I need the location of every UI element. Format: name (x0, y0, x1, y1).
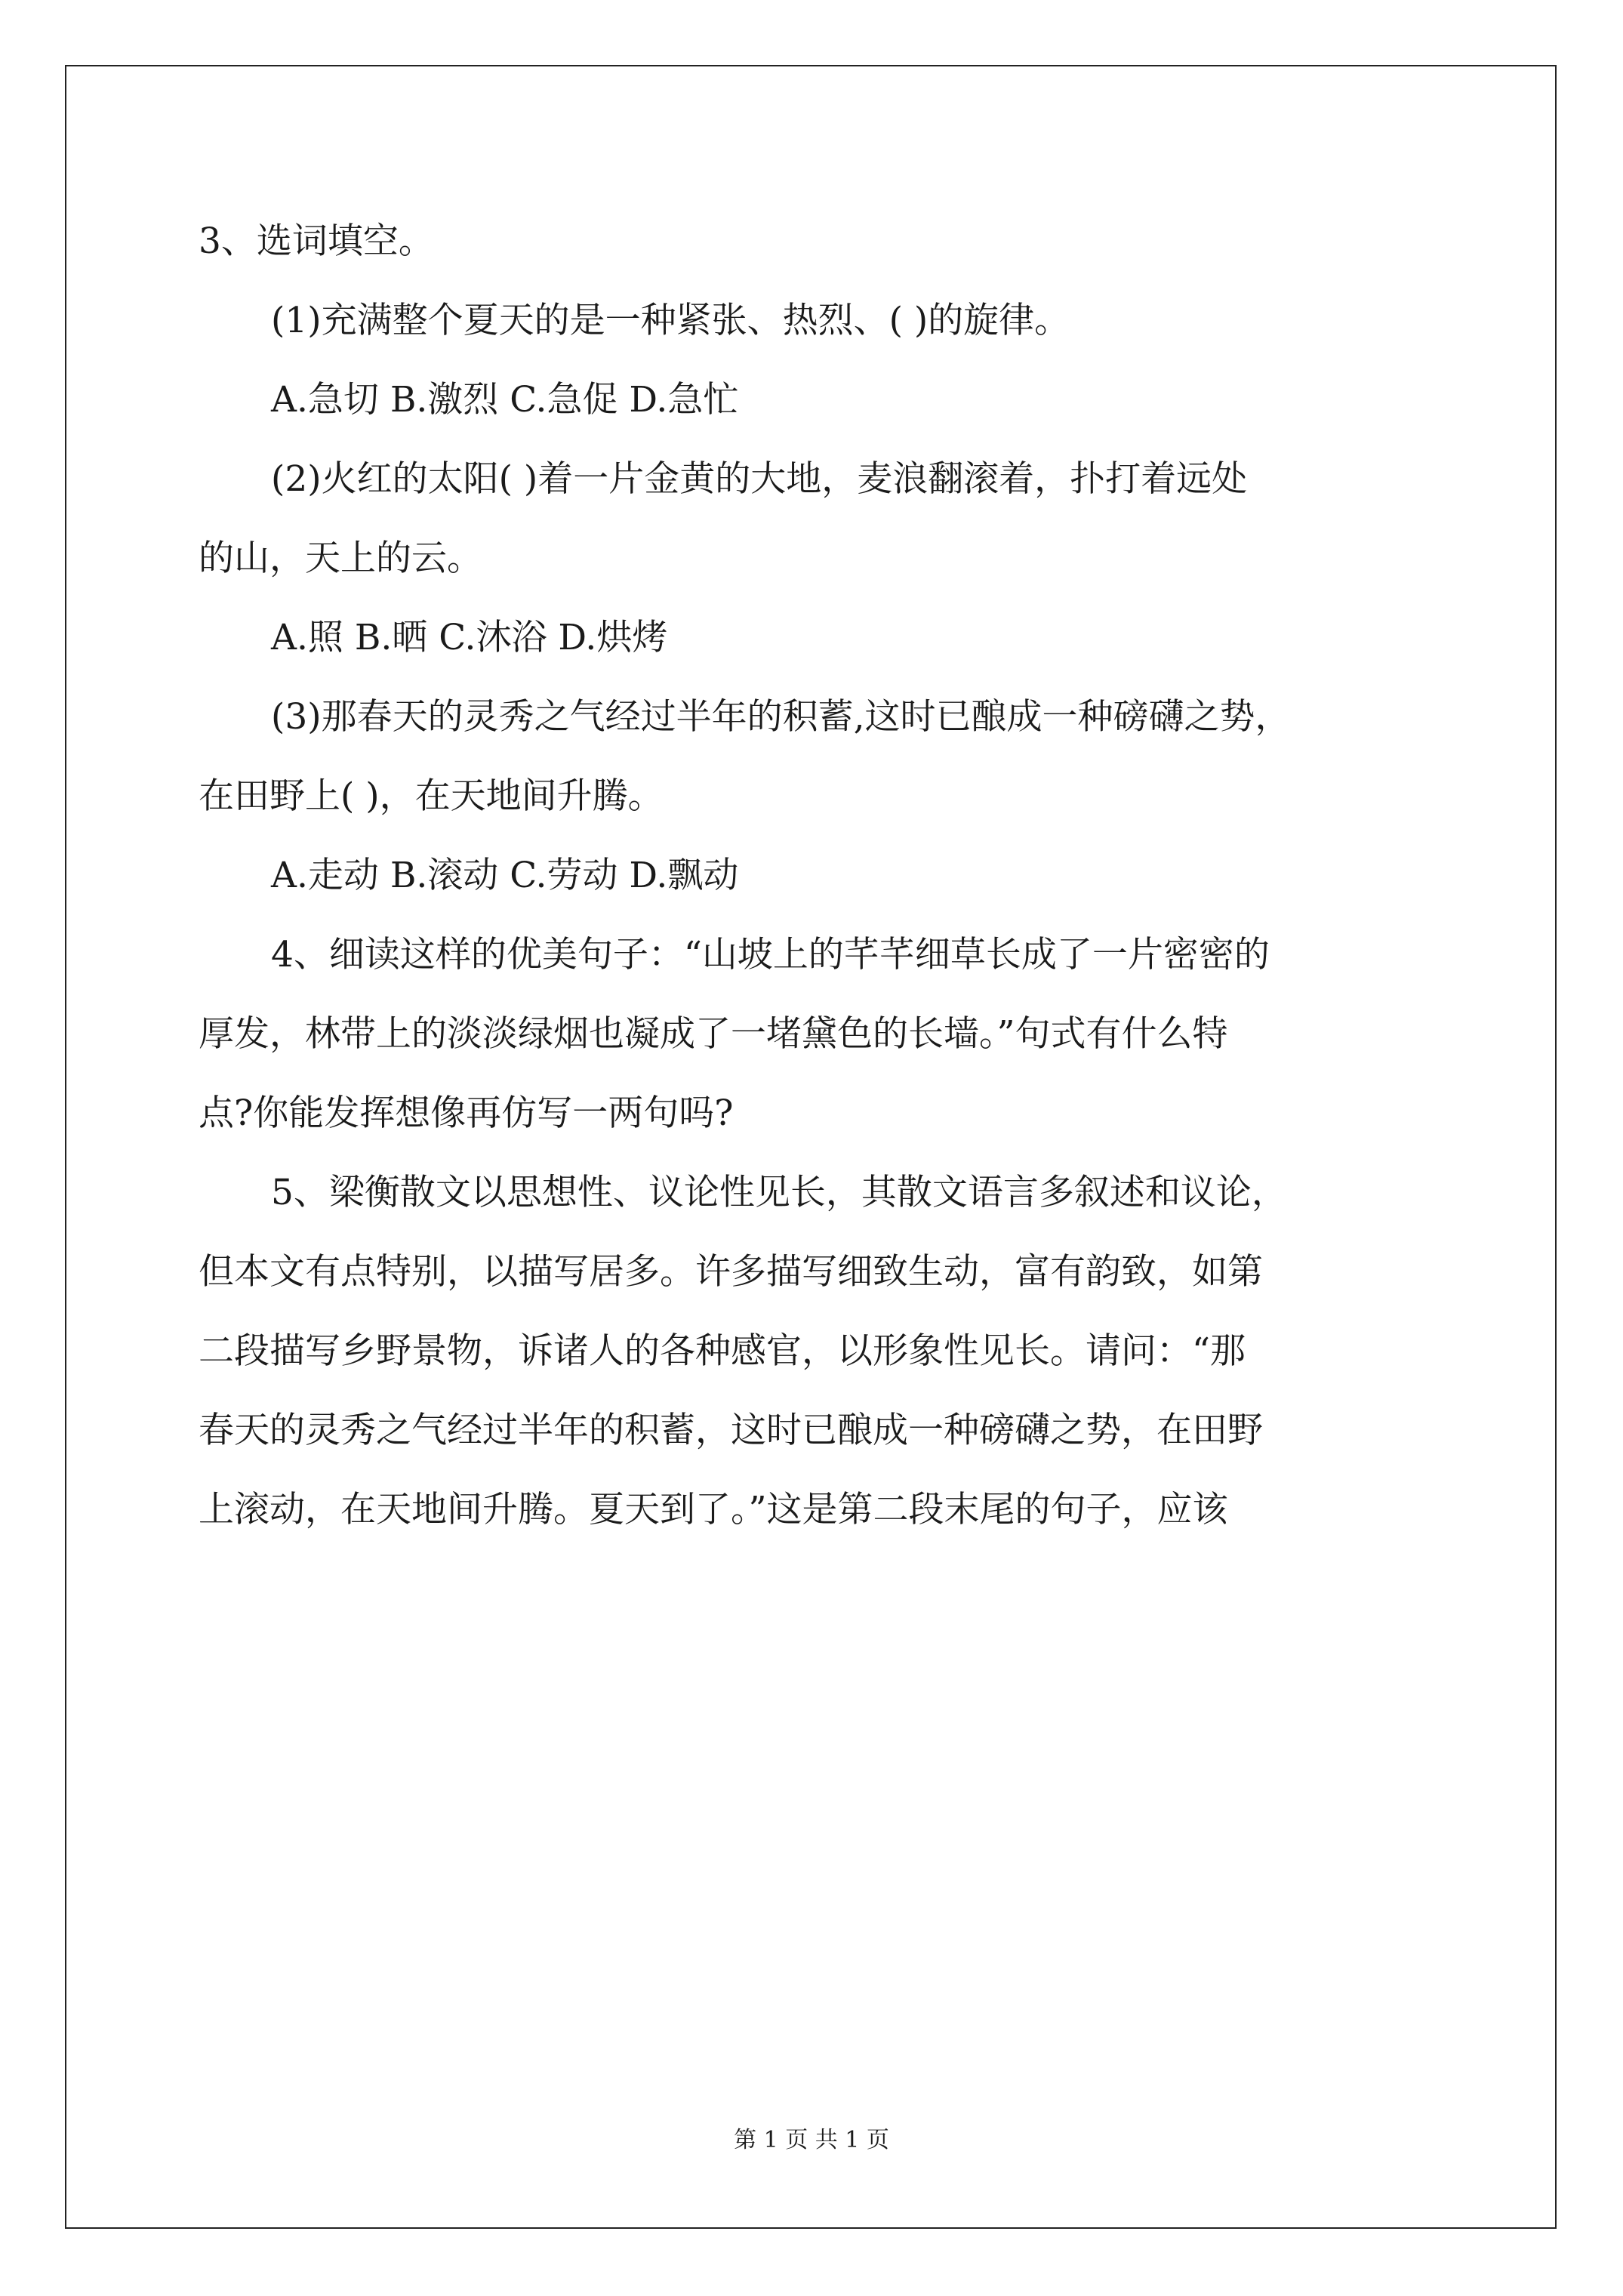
text-line: 3、选词填空。 (199, 220, 434, 262)
text-line: 厚发，林带上的淡淡绿烟也凝成了一堵黛色的长墙。”句式有什么特 (199, 1013, 1228, 1055)
text-line: (2)火红的太阳( )着一片金黄的大地，麦浪翻滚着，扑打着远处 (271, 458, 1248, 500)
text-line: 点?你能发挥想像再仿写一两句吗? (199, 1093, 734, 1134)
text-line: 但本文有点特别，以描写居多。许多描写细致生动，富有韵致，如第 (199, 1251, 1263, 1293)
text-line: A.急切 B.激烈 C.急促 D.急忙 (271, 379, 739, 421)
text-line: 春天的灵秀之气经过半年的积蓄，这时已酿成一种磅礴之势，在田野 (199, 1410, 1263, 1451)
text-line: 4、细读这样的优美句子：“山坡上的芊芊细草长成了一片密密的 (271, 934, 1270, 975)
text-line: (3)那春天的灵秀之气经过半年的积蓄,这时已酿成一种磅礴之势， (271, 696, 1291, 738)
text-line: A.走动 B.滚动 C.劳动 D.飘动 (271, 855, 739, 896)
text-line: 5、梁衡散文以思想性、议论性见长，其散文语言多叙述和议论， (271, 1172, 1287, 1213)
text-line: 在田野上( )，在天地间升腾。 (199, 775, 664, 817)
text-line: A.照 B.晒 C.沐浴 D.烘烤 (271, 617, 668, 658)
text-line: 上滚动，在天地间升腾。夏天到了。”这是第二段末尾的句子，应该 (199, 1489, 1228, 1530)
text-line: 的山，天上的云。 (199, 538, 482, 579)
text-line: 二段描写乡野景物，诉诸人的各种感官，以形象性见长。请问：“那 (199, 1330, 1246, 1372)
page-footer: 第 1 页 共 1 页 (734, 2127, 889, 2153)
text-line: (1)充满整个夏天的是一种紧张、热烈、( )的旋律。 (271, 300, 1070, 341)
